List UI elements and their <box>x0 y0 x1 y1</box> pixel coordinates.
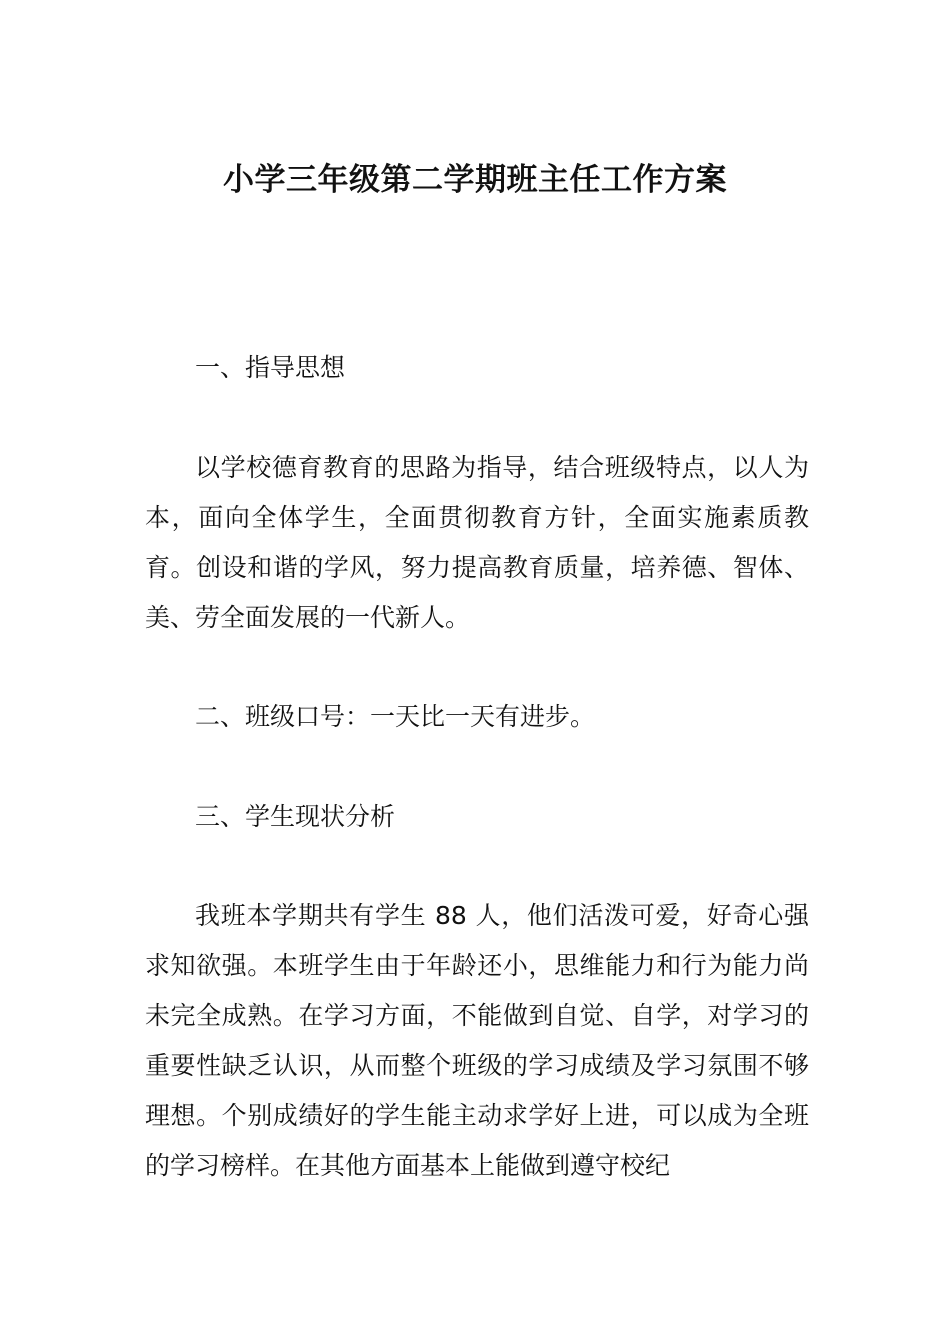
section-paragraph-guiding-ideology: 以学校德育教育的思路为指导，结合班级特点，以人为本，面向全体学生，全面贯彻教育方针，全面实施素质教育。创设和谐的学风，努力提高教育质量，培养德、智体、美、劳全面发展的一代新人。 <box>145 453 809 632</box>
section-heading-student-analysis: 三、学生现状分析 <box>195 802 396 831</box>
section-paragraph-student-analysis: 我班本学期共有学生 88 人，他们活泼可爱，好奇心强求知欲强。本班学生由于年龄还小，思维能力和行为能力尚未完全成熟。在学习方面，不能做到自觉、自学，对学习的重要性缺乏认识，从而整个班级的学习成绩及学习氛围不够理想。个别成绩好的学生能主动求学好上进，可以成为全班的学习榜样。在其他方面基本上能做到遵守校纪 <box>145 901 809 1180</box>
document-title: 小学三年级第二学期班主任工作方案 <box>223 162 727 198</box>
section-heading-guiding-ideology: 一、指导思想 <box>195 353 346 382</box>
section-heading-class-slogan: 二、班级口号：一天比一天有进步。 <box>195 702 596 731</box>
